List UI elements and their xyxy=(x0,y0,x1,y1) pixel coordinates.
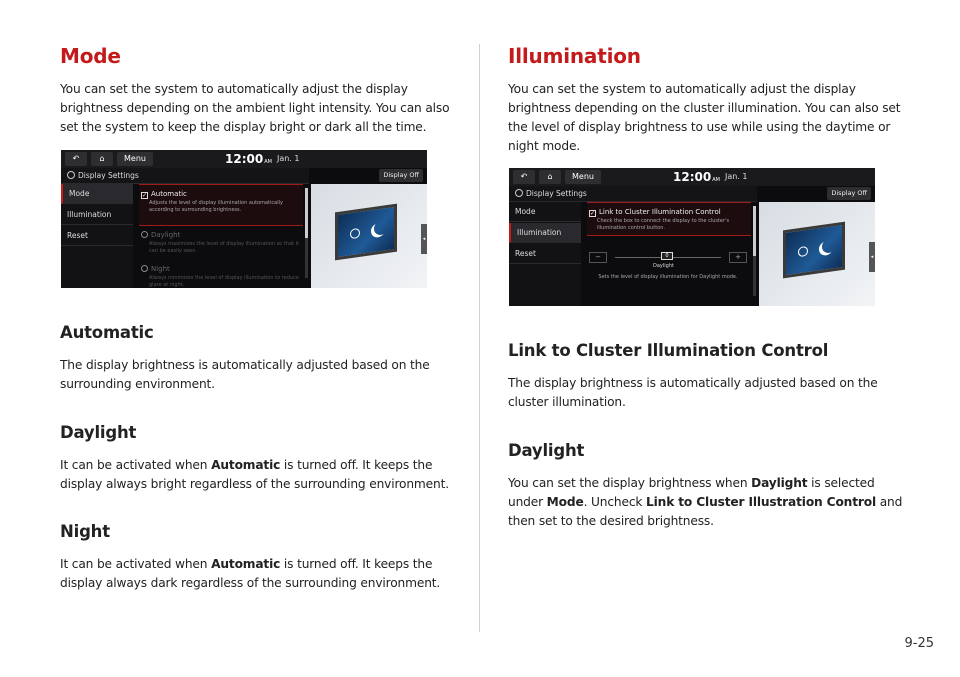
monitor-icon xyxy=(335,204,397,261)
home-button[interactable]: ⌂ xyxy=(91,152,113,166)
option-link-cluster-desc: Check the box to connect the display to the cluster's illumination control button. xyxy=(597,218,730,231)
clock-time: 12:00 xyxy=(673,170,712,184)
mode-heading: Mode xyxy=(60,44,121,68)
slider-footer: Sets the level of display illumination for Daylight mode. xyxy=(598,274,738,280)
expand-tab-icon[interactable]: ◂ xyxy=(869,242,875,272)
night-text-b: is turned off. It keeps the display always dark regardless of the surrounding environment. xyxy=(60,557,441,590)
right-column xyxy=(508,44,908,156)
illumination-screenshot xyxy=(509,168,875,306)
sidebar-item-reset[interactable]: Reset xyxy=(61,226,133,246)
rd-text-c: . Uncheck xyxy=(583,495,647,509)
brightness-preview xyxy=(759,202,875,306)
sidebar-item-illumination[interactable]: Illumination xyxy=(61,205,133,225)
back-button[interactable]: ↶ xyxy=(513,170,535,184)
option-daylight-label: Daylight xyxy=(151,231,181,239)
option-night[interactable] xyxy=(141,264,170,274)
daylight-section xyxy=(60,422,460,494)
column-divider xyxy=(479,44,480,632)
settings-sidebar xyxy=(509,202,581,306)
daylight-text xyxy=(60,456,460,494)
page-number: 9-25 xyxy=(904,636,934,651)
option-night-desc: Always minimizes the level of display illumination to reduce glare at night. xyxy=(149,275,299,288)
clock-ampm: AM xyxy=(264,159,272,165)
rd-bold-3: Link to Cluster Illustration Control xyxy=(646,495,876,509)
mode-intro: You can set the system to automatically adjust the display brightness depending on the ambient light intensity. You can also set the system to keep the display bright or dark all the time. xyxy=(60,82,450,134)
scrollbar[interactable] xyxy=(753,206,756,296)
sun-icon xyxy=(350,228,360,239)
moon-icon xyxy=(822,238,836,254)
checkbox-checked-icon: ✓ xyxy=(590,210,596,217)
option-link-cluster[interactable] xyxy=(589,207,721,217)
automatic-section xyxy=(60,322,460,394)
monitor-icon xyxy=(783,222,845,279)
option-automatic-label: Automatic xyxy=(151,190,187,198)
right-daylight-section xyxy=(508,440,908,531)
date: Jan. 1 xyxy=(725,172,748,181)
display-off-button[interactable]: Display Off xyxy=(827,187,871,200)
home-button[interactable]: ⌂ xyxy=(539,170,561,184)
clock-ampm: AM xyxy=(712,177,720,183)
link-cluster-section xyxy=(508,340,908,412)
option-daylight-desc: Always maximizes the level of display illumination so that it can be easily seen. xyxy=(149,241,299,254)
slider-increase-button[interactable]: + xyxy=(729,252,747,263)
rd-bold-2: Mode xyxy=(546,495,584,509)
daylight-text-a: It can be activated when xyxy=(60,458,212,472)
screen-title xyxy=(61,168,309,184)
left-column xyxy=(60,44,460,137)
gear-icon xyxy=(515,189,523,197)
option-daylight[interactable] xyxy=(141,230,180,240)
night-text-bold: Automatic xyxy=(211,557,281,571)
top-bar xyxy=(61,150,427,168)
rd-text-b: is selected under xyxy=(508,476,875,509)
link-cluster-text: The display brightness is automatically adjusted based on the cluster illumination. xyxy=(508,376,878,409)
slider-label: Daylight xyxy=(653,263,674,269)
daylight-text-bold: Automatic xyxy=(211,458,281,472)
rd-text-d: and then set to the desired brightness. xyxy=(508,495,903,528)
automatic-heading: Automatic xyxy=(60,323,154,342)
night-text-a: It can be activated when xyxy=(60,557,212,571)
display-off-button[interactable]: Display Off xyxy=(379,169,423,182)
sidebar-item-mode[interactable]: Mode xyxy=(509,202,581,222)
night-text xyxy=(60,555,460,593)
gear-icon xyxy=(67,171,75,179)
top-bar xyxy=(509,168,875,186)
sidebar-item-reset[interactable]: Reset xyxy=(509,244,581,264)
right-daylight-heading: Daylight xyxy=(508,441,585,460)
option-automatic-desc: Adjusts the level of display illumination automatically according to surrounding brightness. xyxy=(149,200,283,213)
sidebar-item-illumination[interactable]: Illumination xyxy=(509,223,581,243)
screen-title-text: Display Settings xyxy=(526,189,587,198)
date: Jan. 1 xyxy=(277,154,300,163)
option-automatic[interactable] xyxy=(141,189,187,199)
night-heading: Night xyxy=(60,522,110,541)
night-section xyxy=(60,521,460,593)
scrollbar-thumb[interactable] xyxy=(753,206,756,256)
back-button[interactable]: ↶ xyxy=(65,152,87,166)
sidebar-item-mode[interactable]: Mode xyxy=(61,184,133,204)
menu-button[interactable]: Menu xyxy=(565,170,601,184)
screen-title xyxy=(509,186,757,202)
screen-title-text: Display Settings xyxy=(78,171,139,180)
daylight-text-b: is turned off. It keeps the display always bright regardless of the surrounding environment. xyxy=(60,458,449,491)
radio-icon xyxy=(141,231,148,238)
automatic-text: The display brightness is automatically adjusted based on the surrounding environment. xyxy=(60,358,430,391)
scrollbar-thumb[interactable] xyxy=(305,188,308,238)
rd-text-a: You can set the display brightness when xyxy=(508,476,752,490)
brightness-preview xyxy=(311,184,427,288)
brightness-slider[interactable] xyxy=(589,250,749,269)
illumination-options xyxy=(583,202,751,306)
slider-decrease-button[interactable]: − xyxy=(589,252,607,263)
sun-icon xyxy=(798,246,808,257)
rd-bold-1: Daylight xyxy=(751,476,808,490)
daylight-heading: Daylight xyxy=(60,423,137,442)
mode-screenshot xyxy=(61,150,427,288)
expand-tab-icon[interactable]: ◂ xyxy=(421,224,427,254)
radio-icon xyxy=(141,265,148,272)
menu-button[interactable]: Menu xyxy=(117,152,153,166)
checkbox-checked-icon: ✓ xyxy=(142,192,148,199)
clock-time: 12:00 xyxy=(225,152,264,166)
settings-sidebar xyxy=(61,184,133,288)
illumination-intro: You can set the system to automatically adjust the display brightness depending on the cluster illumination. You can also set the level of display brightness to use while using the daytime or night mode. xyxy=(508,82,901,153)
illumination-heading: Illumination xyxy=(508,44,641,68)
mode-options xyxy=(135,184,303,288)
link-cluster-heading: Link to Cluster Illumination Control xyxy=(508,341,829,360)
scrollbar[interactable] xyxy=(305,188,308,278)
option-night-label: Night xyxy=(151,265,170,273)
option-link-cluster-label: Link to Cluster Illumination Control xyxy=(599,208,721,216)
slider-knob[interactable]: 0 xyxy=(661,252,673,260)
moon-icon xyxy=(374,220,388,236)
right-daylight-text xyxy=(508,474,908,531)
